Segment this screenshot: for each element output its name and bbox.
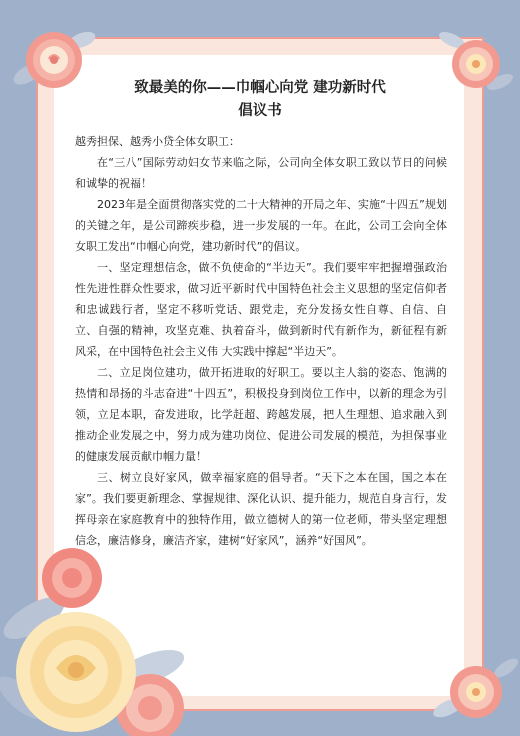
rose-bottom-right-decoration (428, 648, 520, 736)
salutation: 越秀担保、越秀小贷全体女职工： (75, 135, 240, 148)
paragraph-point-one: 一、坚定理想信念，做不负使命的“半边天”。我们要牢牢把握增强政治性先进性群众性要求，做习近平新时代中国特色社会主义思想的坚定信仰者和忠诚践行者，坚定不移听党话、跟党走，充分发扬女性自尊、自信、自立、自强的精神，攻坚克难、执着奋斗，做到新时代有新作为，新征程有新风采，在中国特色社会主义伟 大实践中撑起“半边天”。 (75, 261, 447, 358)
paragraph-greeting: 在“三八”国际劳动妇女节来临之际，公司向全体女职工致以节日的问候和诚挚的祝福！ (75, 156, 447, 190)
paragraph-point-two: 二、立足岗位建功，做开拓进取的好职工。要以主人翁的姿态、饱满的热情和昂扬的斗志奋进“十四五”，积极投身到岗位工作中，以新的理念为引领，立足本职，奋发进取，比学赶超、跨越发展，把人生理想、追求融入到推动企业发展之中，努力成为建功岗位、促进公司发展的模范，为担保事业的健康发展贡献巾帼力量！ (75, 366, 447, 463)
title-line-1: 致最美的你——巾帼心向党 建功新时代 (134, 79, 386, 96)
title-line-2: 倡议书 (238, 102, 282, 119)
document-body (75, 131, 447, 551)
bouquet-bottom-left-decoration (0, 548, 210, 736)
paragraph-point-three: 三、树立良好家风，做幸福家庭的倡导者。“天下之本在国，国之本在家”。我们要更新理念、掌握规律、深化认识、提升能力，规范自身言行，发挥母亲在家庭教育中的独特作用，做立德树人的第一位老师，带头坚定理想信念，廉洁修身，廉洁齐家，建树“好家风”，涵养“好国风”。 (75, 471, 447, 547)
paragraph-initiative: 2023年是全面贯彻落实党的二十大精神的开局之年、实施“十四五”规划的关键之年，是公司蹄疾步稳，进一步发展的一年。在此，公司工会向全体女职工发出“巾帼心向党，建功新时代”的倡议。 (75, 198, 447, 253)
document-title (0, 76, 520, 122)
